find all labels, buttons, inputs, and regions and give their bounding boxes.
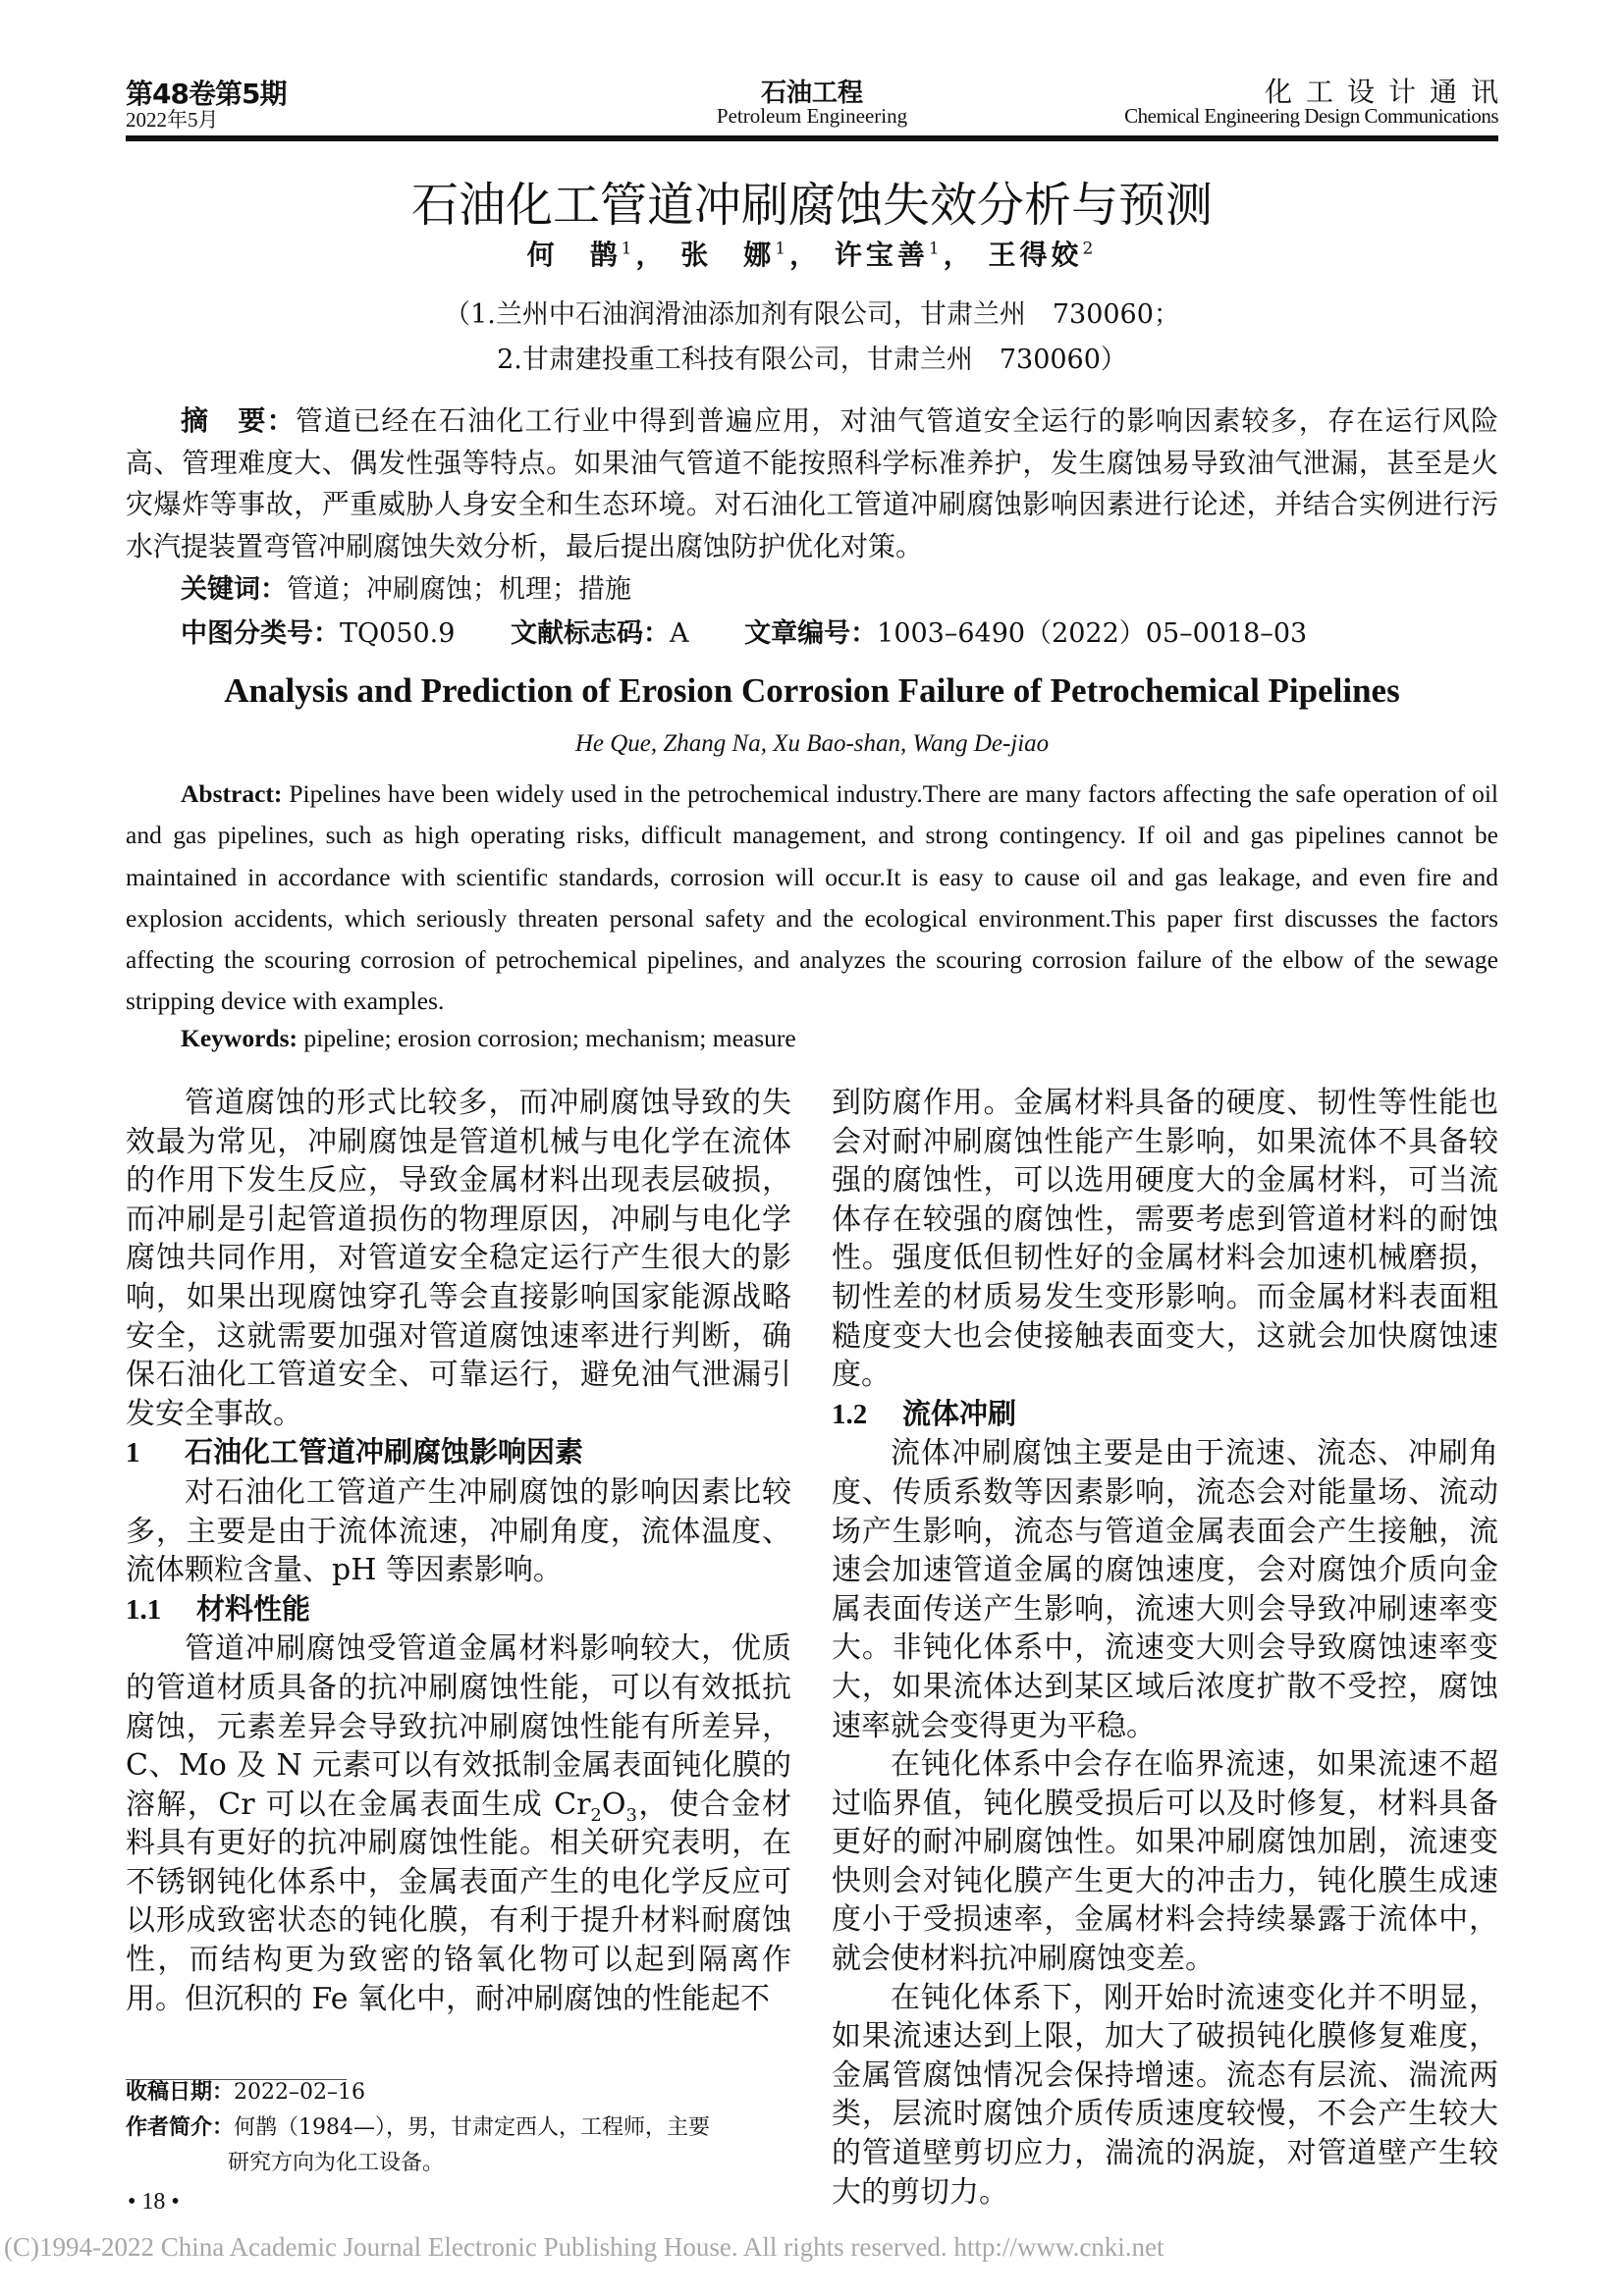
journal-name-en: Chemical Engineering Design Communications bbox=[1124, 104, 1498, 128]
paper-title-cn: 石油化工管道冲刷腐蚀失效分析与预测 bbox=[410, 178, 1213, 233]
author-separator: ， bbox=[789, 239, 822, 271]
abstract-cn-label: 摘 要： bbox=[181, 404, 296, 437]
section-1-2-paragraph: 流体冲刷腐蚀主要是由于流速、流态、冲刷角度、传质系数等因素影响，流态会对能量场、流动场产生影响，流态与管道金属表面会产生接触，流速会加速管道金属的腐蚀速度，会对腐蚀介质向金属表面传送产生影响，流速大则会导致冲刷速率变大。非钝化体系中，流速变大则会导致腐蚀速率变大，如果流体达到某区域后浓度扩散不受控，腐蚀速率就会变得更为平稳。 bbox=[832, 1436, 1498, 1743]
authors-cn bbox=[0, 234, 1624, 273]
clc-label: 中图分类号： bbox=[181, 618, 340, 649]
author-separator: ， bbox=[635, 239, 668, 271]
copyright-watermark: (C)1994-2022 China Academic Journal Electronic Publishing House. All rights reserved. http://www.cnki.net bbox=[4, 2232, 1164, 2262]
received-label: 收稿日期： bbox=[126, 2080, 235, 2105]
intro-paragraph: 管道腐蚀的形式比较多，而冲刷腐蚀导致的失效最为常见，冲刷腐蚀是管道机械与电化学在流体的作用下发生反应，导致金属材料出现表层破损，而冲刷是引起管道损伤的物理原因，冲刷与电化学腐蚀共同作用，对管道安全稳定运行产生很大的影响，如果出现腐蚀穿孔等会直接影响国家能源战略安全，这就需要加强对管道腐蚀速率进行判断，确保石油化工管道安全、可靠运行，避免油气泄漏引发安全事故。 bbox=[126, 1086, 791, 1431]
section-title: 流体冲刷 bbox=[902, 1396, 1017, 1430]
section-1-paragraph: 对石油化工管道产生冲刷腐蚀的影响因素比较多，主要是由于流体流速，冲刷角度，流体温度、流体颗粒含量、pH 等因素影响。 bbox=[126, 1474, 791, 1588]
section-title: 石油化工管道冲刷腐蚀影响因素 bbox=[185, 1435, 584, 1469]
author-name: 许宝善 bbox=[834, 239, 929, 271]
author-separator: ， bbox=[943, 239, 975, 271]
section-1-1-paragraph bbox=[126, 1629, 791, 2018]
clc-value: TQ050.9 bbox=[340, 618, 456, 649]
abstract-en bbox=[126, 774, 1498, 1023]
section-number: 1 bbox=[126, 1437, 140, 1469]
section-1-2-heading bbox=[832, 1395, 1498, 1435]
author-bio bbox=[126, 2110, 710, 2146]
abstract-cn bbox=[126, 400, 1498, 567]
author-name: 张 娜 bbox=[680, 239, 776, 271]
abstract-cn-text: 管道已经在石油化工行业中得到普遍应用，对油气管道安全运行的影响因素较多，存在运行风险高、管理难度大、偶发性强等特点。如果油气管道不能按照科学标准养护，发生腐蚀易导致油气泄漏，甚至是火灾爆炸等事故，严重威胁人身安全和生态环境。对石油化工管道冲刷腐蚀影响因素进行论述，并结合实例进行污水汽提装置弯管冲刷腐蚀失效分析，最后提出腐蚀防护优化对策。 bbox=[126, 404, 1498, 562]
keywords-en-text: pipeline; erosion corrosion; mechanism; measure bbox=[297, 1024, 796, 1052]
received-value: 2022–02–16 bbox=[234, 2080, 365, 2105]
section-title: 材料性能 bbox=[196, 1591, 311, 1626]
paragraph-text: 管道冲刷腐蚀受管道金属材料影响较大，优质的管道材质具备的抗冲刷腐蚀性能，可以有效抵抗腐蚀，元素差异会导致抗冲刷腐蚀性能有所差异，C、Mo 及 N 元素可以有效抵制金属表面钝化膜的溶解，Cr 可以在金属表面生成 bbox=[126, 1631, 791, 1822]
keywords-en-label: Keywords: bbox=[181, 1024, 298, 1052]
section-number: 1.2 bbox=[832, 1398, 868, 1430]
formula-o: O bbox=[601, 1787, 626, 1822]
author-affiliation-mark: 1 bbox=[928, 239, 944, 259]
body-column-left bbox=[126, 1084, 791, 2018]
keywords-en bbox=[181, 1024, 796, 1053]
bio-text: 何鹊（1984—），男，甘肃定西人，工程师，主要 bbox=[234, 2115, 711, 2140]
article-number-value: 1003–6490（2022）05–0018–03 bbox=[877, 618, 1308, 649]
bio-label: 作者简介： bbox=[126, 2115, 235, 2140]
author-name: 王得姣 bbox=[988, 239, 1083, 271]
author-affiliation-mark: 1 bbox=[775, 239, 790, 259]
section-1-2-paragraph: 在钝化体系中会存在临界流速，如果流速不超过临界值，钝化膜受损后可以及时修复，材料具备更好的耐冲刷腐蚀性。如果冲刷腐蚀加剧，流速变快则会对钝化膜产生更大的冲击力，钝化膜生成速度小于受损速率，金属材料会持续暴露于流体中，就会使材料抗冲刷腐蚀变差。 bbox=[832, 1747, 1498, 1977]
classification-line bbox=[181, 612, 1307, 650]
affiliation-2: 2.甘肃建投重工科技有限公司，甘肃兰州 730060） bbox=[497, 345, 1127, 375]
issue-volume: 第48卷第5期 bbox=[126, 78, 287, 110]
issue-date: 2022年5月 bbox=[126, 108, 219, 132]
section-number: 1.1 bbox=[126, 1593, 162, 1626]
formula-subscript: 3 bbox=[625, 1804, 637, 1826]
body-column-right bbox=[832, 1084, 1498, 2212]
doc-code-label: 文献标志码： bbox=[511, 618, 671, 649]
authors-en: He Que, Zhang Na, Xu Bao-shan, Wang De-jiao bbox=[574, 730, 1050, 757]
abstract-en-label: Abstract: bbox=[181, 779, 283, 808]
formula-cr: Cr bbox=[554, 1787, 591, 1822]
section-1-1-heading bbox=[126, 1590, 791, 1630]
column-continuation: 到防腐作用。金属材料具备的硬度、韧性等性能也会对耐冲刷腐蚀性能产生影响，如果流体不具备较强的腐蚀性，可以选用硬度大的金属材料，可当流体存在较强的腐蚀性，需要考虑到管道材料的耐蚀性。强度低但韧性好的金属材料会加速机械磨损，韧性差的材质易发生变形影响。而金属材料表面粗糙度变大也会使接触表面变大，这就会加快腐蚀速度。 bbox=[832, 1086, 1498, 1393]
author-affiliation-mark: 2 bbox=[1082, 239, 1098, 259]
received-date bbox=[126, 2075, 365, 2110]
abstract-en-text: Pipelines have been widely used in the petrochemical industry.There are many factors affecting the safe operation of oil and gas pipelines, such as high operating risks, difficult management, and strong contingency. If oil and gas pipelines cannot be maintained in accordance with scientific standards, corrosion will occur.It is easy to cause oil and gas leakage, and even fire and explosion accidents, which seriously threaten personal safety and the ecological environment.This paper first discusses the factors affecting the scouring corrosion of petrochemical pipelines, and analyzes the scouring corrosion failure of the elbow of the sewage stripping device with examples. bbox=[126, 779, 1498, 1016]
keywords-cn-label: 关键词： bbox=[181, 574, 287, 605]
author-bio-continued: 研究方向为化工设备。 bbox=[228, 2151, 445, 2175]
journal-name-cn: 化工设计通讯 bbox=[1264, 76, 1512, 108]
page-number: • 18 • bbox=[128, 2189, 180, 2215]
article-number-label: 文章编号： bbox=[744, 618, 878, 649]
section-title-en: Petroleum Engineering bbox=[716, 104, 908, 128]
section-1-2-paragraph: 在钝化体系下，刚开始时流速变化并不明显，如果流速达到上限，加大了破损钝化膜修复难度，金属管腐蚀情况会保持增速。流态有层流、湍流两类，层流时腐蚀介质传质速度较慢，不会产生较大的管道壁剪切应力，湍流的涡旋，对管道壁产生较大的剪切力。 bbox=[832, 1980, 1498, 2210]
paper-title-en: Analysis and Prediction of Erosion Corrosion Failure of Petrochemical Pipelines bbox=[224, 671, 1400, 710]
doc-code-value: A bbox=[670, 618, 689, 649]
keywords-cn-text: 管道；冲刷腐蚀；机理；措施 bbox=[287, 574, 631, 605]
paragraph-text: ，使合金材料具有更好的抗冲刷腐蚀性能。相关研究表明，在不锈钢钝化体系中，金属表面产生的电化学反应可以形成致密状态的钝化膜，有利于提升材料耐腐蚀性，而结构更为致密的铬氧化物可以起到隔离作用。但沉积的 Fe 氧化中，耐冲刷腐蚀的性能起不 bbox=[126, 1787, 791, 2016]
keywords-cn bbox=[181, 567, 631, 606]
section-1-heading bbox=[126, 1433, 791, 1473]
header-rule bbox=[126, 135, 1498, 141]
section-title-cn: 石油工程 bbox=[760, 79, 863, 108]
formula-subscript: 2 bbox=[590, 1804, 602, 1826]
author-name: 何 鹊 bbox=[526, 239, 622, 271]
affiliation-1: （1.兰州中石油润滑油添加剂有限公司，甘肃兰州 730060； bbox=[444, 299, 1180, 330]
author-affiliation-mark: 1 bbox=[621, 239, 636, 259]
